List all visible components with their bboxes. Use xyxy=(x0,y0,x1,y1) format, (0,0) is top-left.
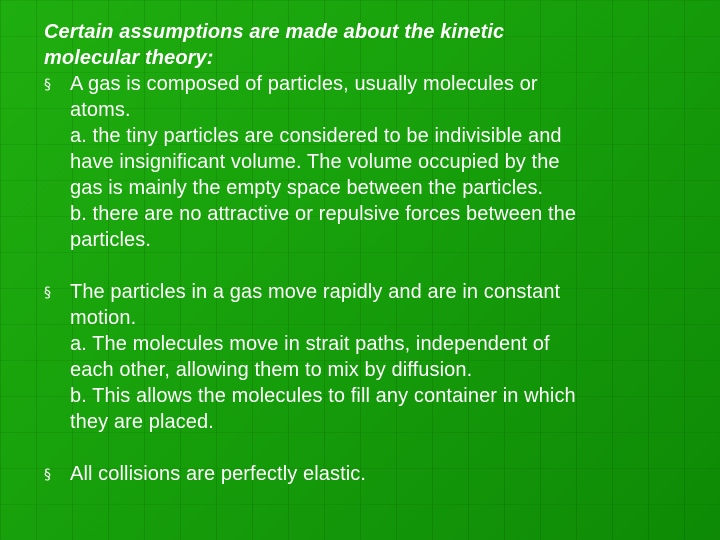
spacer xyxy=(44,435,684,461)
sub-point-text: particles. xyxy=(70,229,152,251)
heading-line: molecular theory: xyxy=(44,47,214,69)
bullet-icon xyxy=(44,71,58,98)
bullet-icon xyxy=(44,461,58,488)
bullet-text: motion. xyxy=(70,307,137,329)
spacer xyxy=(44,253,684,279)
bullet-icon xyxy=(44,279,58,306)
bullet-item xyxy=(44,279,684,435)
sub-point-text: a. The molecules move in strait paths, independent of xyxy=(70,333,550,355)
slide-content xyxy=(44,19,684,487)
sub-point-text: they are placed. xyxy=(70,411,214,433)
bullet-text: A gas is composed of particles, usually molecules or xyxy=(70,73,538,95)
bullet-text: All collisions are perfectly elastic. xyxy=(70,463,367,485)
heading-line: Certain assumptions are made about the kinetic xyxy=(44,21,505,43)
sub-point-text: have insignificant volume. The volume occupied by the xyxy=(70,151,560,173)
bullet-text: atoms. xyxy=(70,99,131,121)
sub-point-text: each other, allowing them to mix by diffusion. xyxy=(70,359,473,381)
sub-point-text: gas is mainly the empty space between the particles. xyxy=(70,177,544,199)
sub-point-text: b. there are no attractive or repulsive forces between the xyxy=(70,203,577,225)
slide-heading xyxy=(44,19,684,71)
bullet-text: The particles in a gas move rapidly and are in constant xyxy=(70,281,561,303)
bullet-item xyxy=(44,71,684,253)
sub-point-text: b. This allows the molecules to fill any container in which xyxy=(70,385,576,407)
sub-point-text: a. the tiny particles are considered to be indivisible and xyxy=(70,125,562,147)
bullet-item xyxy=(44,461,684,487)
